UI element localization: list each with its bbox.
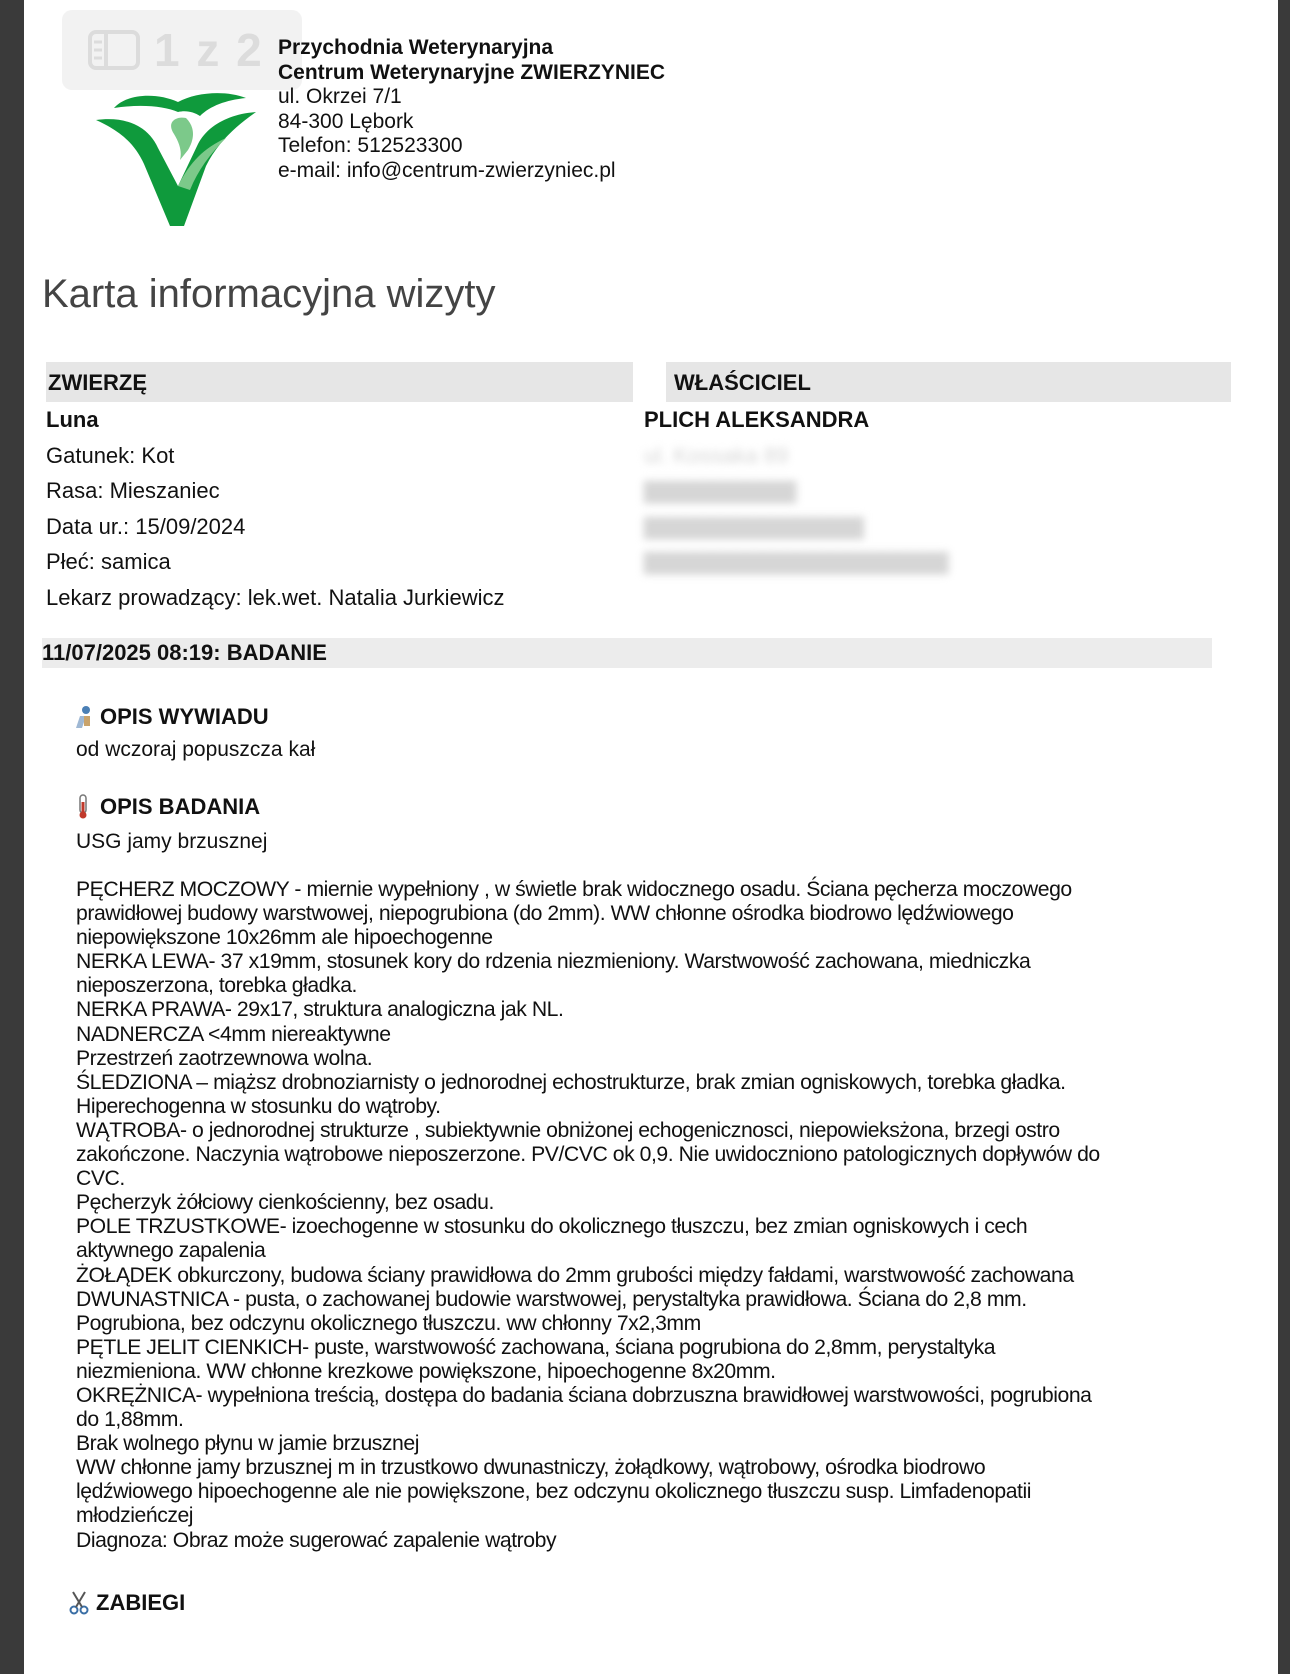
clinic-info [278,36,665,183]
animal-birthdate: Data ur.: 15/09/2024 [46,513,246,539]
animal-species: Gatunek: Kot [46,442,175,468]
exam-line: NADNERCZA <4mm niereaktywne [76,1022,391,1046]
procedures-section-title [68,1590,185,1616]
exam-line: prawidłowej budowy warstwowej, niepogrubiona (do 2mm). WW chłonne ośrodka biodrowo lędźwiowego [76,902,1014,926]
exam-line: niezmieniona. WW chłonne krezkowe powiększone, hipoechogenne 8x20mm. [76,1359,776,1383]
animal-breed: Rasa: Mieszaniec [46,478,220,503]
clinic-logo-icon [86,86,266,236]
clinic-phone: Telefon: 512523300 [278,134,463,157]
owner-redacted-line: ▇▇▇▇▇▇▇▇▇▇▇▇▇▇▇▇▇▇ [644,549,949,574]
exam-line: Diagnoza: Obraz może sugerować zapalenie wątroby [76,1528,557,1552]
animal-sex: Płeć: samica [46,549,171,574]
exam-line: DWUNASTNICA - pusta, o zachowanej budowie warstwowej, perystaltyka prawidłowa. Ściana do 2,8 mm. [76,1287,1027,1311]
exam-line: PĘCHERZ MOCZOWY - miernie wypełniony , w świetle brak widocznego osadu. Ściana pęcherza moczowego [76,878,1072,901]
interview-icon [72,704,94,730]
exam-line: nieposzerzona, torebka gładka. [76,974,357,998]
exam-line: ŻOŁĄDEK obkurczony, budowa ściany prawidłowa do 2mm grubości między fałdami, warstwowość zachowana [76,1263,1074,1287]
owner-redacted-line: ▇▇▇▇▇▇▇▇▇▇▇▇▇ [644,513,864,539]
page-title: Karta informacyjna wizyty [42,272,496,316]
exam-line: Pęcherzyk żółciowy cienkościenny, bez osadu. [76,1191,494,1215]
clinic-street: ul. Okrzei 7/1 [278,85,402,108]
visit-header: 11/07/2025 08:19: BADANIE [42,638,1212,668]
exam-section-title [72,794,260,820]
exam-line: OKRĘŻNICA- wypełniona treścią, dostępa do badania ściana dobrzuszna brawidłowej warstwowości, pogrubiona [76,1383,1092,1407]
animal-section-header: ZWIERZĘ [46,362,633,402]
exam-line: aktywnego zapalenia [76,1239,266,1263]
exam-line: WW chłonne jamy brzusznej m in trzustkowo dwunastniczy, żołądkowy, wątrobowy, ośrodka biodrowo [76,1456,986,1480]
exam-subtitle: USG jamy brzusznej [76,830,268,853]
exam-line: Pogrubiona, bez odczynu okolicznego tłuszczu. ww chłonny 7x2,3mm [76,1311,701,1335]
owner-redacted-line: ▇▇▇▇▇▇▇▇▇ [644,478,797,503]
exam-line: Brak wolnego płynu w jamie brzusznej [76,1432,419,1456]
procedures-title: ZABIEGI [96,1590,186,1615]
page-indicator-text: 1 z 2 [154,24,264,76]
exam-line: NERKA PRAWA- 29x17, struktura analogiczna jak NL. [76,998,564,1022]
exam-line: niepowiększone 10x26mm ale hipoechogenne [76,926,493,950]
exam-line: do 1,88mm. [76,1408,184,1432]
clinic-email: e-mail: info@centrum-zwierzyniec.pl [278,158,616,182]
owner-info [644,402,949,580]
owner-name: PLICH ALEKSANDRA [644,407,870,432]
interview-text: od wczoraj popuszcza kał [76,738,316,761]
attending-vet: Lekarz prowadzący: lek.wet. Natalia Jurkiewicz [46,584,505,610]
exam-line: NERKA LEWA- 37 x19mm, stosunek kory do rdzenia niezmieniony. Warstwowość zachowana, miedniczka [76,950,1031,974]
interview-title: OPIS WYWIADU [100,704,269,729]
exam-line: WĄTROBA- o jednorodnej strukturze , subiektywnie obniżonej echogenicznosci, niepowieksżona, brzegi ostro [76,1118,1060,1142]
page-view-icon [88,30,140,70]
page-indicator[interactable] [62,10,302,90]
exam-icon [72,794,94,820]
exam-title: OPIS BADANIA [100,794,261,819]
animal-name: Luna [46,407,99,432]
exam-line: PĘTLE JELIT CIENKICH- puste, warstwowość zachowana, ściana pogrubiona do 2,8mm, perystaltyka [76,1335,996,1359]
owner-address-redacted: ul. Kossaka 89 [644,442,789,468]
clinic-name-line1: Przychodnia Weterynaryjna [278,36,554,59]
exam-description [76,878,1226,1553]
clinic-city: 84-300 Lębork [278,109,414,133]
exam-line: lędźwiowego hipoechogenne ale nie powiększone, bez odczynu okolicznego tłuszczu susp. Limfadenopatii [76,1480,1031,1504]
exam-line: POLE TRZUSTKOWE- izoechogenne w stosunku do okolicznego tłuszczu, bez zmian ogniskowych i cech [76,1215,1028,1239]
scissors-icon [68,1590,90,1616]
owner-section-header: WŁAŚCICIEL [666,362,1231,402]
exam-line: młodzieńczej [76,1504,194,1528]
exam-line: ŚLEDZIONA – miąższ drobnoziarnisty o jednorodnej echostrukturze, brak zmian ogniskowych, torebka gładka. [76,1070,1066,1094]
animal-info [46,402,505,615]
clinic-name-line2: Centrum Weterynaryjne ZWIERZYNIEC [278,60,666,84]
exam-line: CVC. [76,1167,125,1191]
exam-line: Hiperechogenna w stosunku do wątroby. [76,1094,441,1118]
exam-line: Przestrzeń zaotrzewnowa wolna. [76,1046,373,1070]
exam-line: zakończone. Naczynia wątrobowe nieposzerzone. PV/CVC ok 0,9. Nie uwidoczniono patologicznych dopływów do [76,1143,1100,1167]
interview-section-title [72,704,269,730]
